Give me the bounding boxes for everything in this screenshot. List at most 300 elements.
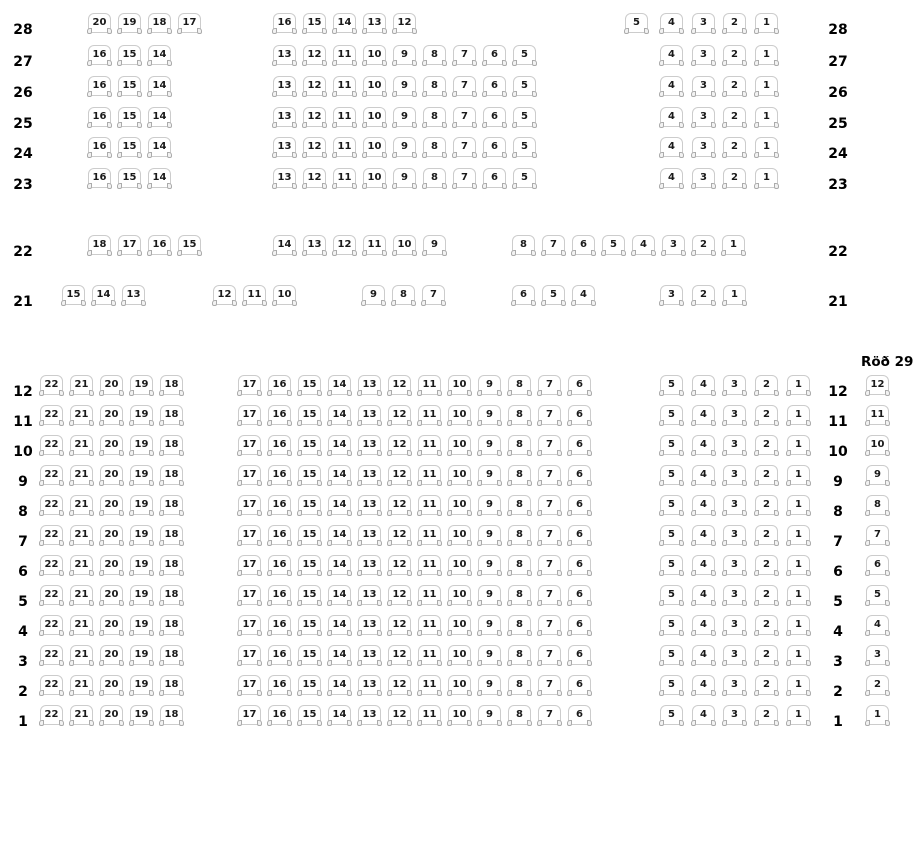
seat-r7-n17[interactable]: 17 — [238, 525, 261, 545]
seat-r2-n18[interactable]: 18 — [160, 675, 183, 695]
seat-r22-n1[interactable]: 1 — [722, 235, 745, 255]
seat-r25-n12[interactable]: 12 — [303, 107, 326, 127]
seat-r12-n2[interactable]: 2 — [755, 375, 778, 395]
seat-r5-n11[interactable]: 11 — [418, 585, 441, 605]
seat-r5-n3[interactable]: 3 — [723, 585, 746, 605]
seat-r7-n2[interactable]: 2 — [755, 525, 778, 545]
seat-r2-n12[interactable]: 12 — [388, 675, 411, 695]
seat-r27-n12[interactable]: 12 — [303, 45, 326, 65]
seat-r10-n5[interactable]: 5 — [660, 435, 683, 455]
seat-r23-n4[interactable]: 4 — [660, 168, 683, 188]
seat-r11-n16[interactable]: 16 — [268, 405, 291, 425]
seat-r12-n14[interactable]: 14 — [328, 375, 351, 395]
seat-r28-n12[interactable]: 12 — [393, 13, 416, 33]
seat-r11-n12[interactable]: 12 — [388, 405, 411, 425]
seat-r5-n1[interactable]: 1 — [787, 585, 810, 605]
seat-r22-n12[interactable]: 12 — [333, 235, 356, 255]
seat-r4-n3[interactable]: 3 — [723, 615, 746, 635]
seat-r6-n17[interactable]: 17 — [238, 555, 261, 575]
seat-r9-n6[interactable]: 6 — [568, 465, 591, 485]
seat-r5-n22[interactable]: 22 — [40, 585, 63, 605]
seat-r1-n15[interactable]: 15 — [298, 705, 321, 725]
seat-r8-n16[interactable]: 16 — [268, 495, 291, 515]
seat-r2-n13[interactable]: 13 — [358, 675, 381, 695]
seat-r6-n4[interactable]: 4 — [692, 555, 715, 575]
seat-r7-n7[interactable]: 7 — [538, 525, 561, 545]
seat-r1-n17[interactable]: 17 — [238, 705, 261, 725]
seat-r28-n20[interactable]: 20 — [88, 13, 111, 33]
seat-r7-n10[interactable]: 10 — [448, 525, 471, 545]
seat-r3-n8[interactable]: 8 — [508, 645, 531, 665]
seat-r24-n15[interactable]: 15 — [118, 137, 141, 157]
seat-r1-n6[interactable]: 6 — [568, 705, 591, 725]
seat-r4-n11[interactable]: 11 — [418, 615, 441, 635]
seat-r25-n2[interactable]: 2 — [723, 107, 746, 127]
seat-r23-n11[interactable]: 11 — [333, 168, 356, 188]
seat-r3-n12[interactable]: 12 — [388, 645, 411, 665]
seat-r4-n12[interactable]: 12 — [388, 615, 411, 635]
seat-r3-n19[interactable]: 19 — [130, 645, 153, 665]
seat-r1-n3[interactable]: 3 — [723, 705, 746, 725]
seat-r12-n6[interactable]: 6 — [568, 375, 591, 395]
seat-r29-n12[interactable]: 12 — [866, 375, 889, 395]
seat-r1-n21[interactable]: 21 — [70, 705, 93, 725]
seat-r24-n12[interactable]: 12 — [303, 137, 326, 157]
seat-r7-n3[interactable]: 3 — [723, 525, 746, 545]
seat-r22-n7[interactable]: 7 — [542, 235, 565, 255]
seat-r21-n11[interactable]: 11 — [243, 285, 266, 305]
seat-r26-n13[interactable]: 13 — [273, 76, 296, 96]
seat-r29-n11[interactable]: 11 — [866, 405, 889, 425]
seat-r23-n7[interactable]: 7 — [453, 168, 476, 188]
seat-r8-n22[interactable]: 22 — [40, 495, 63, 515]
seat-r22-n9[interactable]: 9 — [423, 235, 446, 255]
seat-r23-n10[interactable]: 10 — [363, 168, 386, 188]
seat-r22-n15[interactable]: 15 — [178, 235, 201, 255]
seat-r3-n14[interactable]: 14 — [328, 645, 351, 665]
seat-r25-n6[interactable]: 6 — [483, 107, 506, 127]
seat-r27-n6[interactable]: 6 — [483, 45, 506, 65]
seat-r3-n2[interactable]: 2 — [755, 645, 778, 665]
seat-r11-n8[interactable]: 8 — [508, 405, 531, 425]
seat-r10-n9[interactable]: 9 — [478, 435, 501, 455]
seat-r28-n15[interactable]: 15 — [303, 13, 326, 33]
seat-r2-n9[interactable]: 9 — [478, 675, 501, 695]
seat-r9-n22[interactable]: 22 — [40, 465, 63, 485]
seat-r11-n5[interactable]: 5 — [660, 405, 683, 425]
seat-r9-n1[interactable]: 1 — [787, 465, 810, 485]
seat-r10-n22[interactable]: 22 — [40, 435, 63, 455]
seat-r6-n9[interactable]: 9 — [478, 555, 501, 575]
seat-r11-n19[interactable]: 19 — [130, 405, 153, 425]
seat-r2-n20[interactable]: 20 — [100, 675, 123, 695]
seat-r22-n4[interactable]: 4 — [632, 235, 655, 255]
seat-r28-n2[interactable]: 2 — [723, 13, 746, 33]
seat-r3-n16[interactable]: 16 — [268, 645, 291, 665]
seat-r11-n21[interactable]: 21 — [70, 405, 93, 425]
seat-r1-n8[interactable]: 8 — [508, 705, 531, 725]
seat-r5-n15[interactable]: 15 — [298, 585, 321, 605]
seat-r29-n10[interactable]: 10 — [866, 435, 889, 455]
seat-r22-n10[interactable]: 10 — [393, 235, 416, 255]
seat-r1-n20[interactable]: 20 — [100, 705, 123, 725]
seat-r1-n13[interactable]: 13 — [358, 705, 381, 725]
seat-r24-n3[interactable]: 3 — [692, 137, 715, 157]
seat-r2-n7[interactable]: 7 — [538, 675, 561, 695]
seat-r24-n9[interactable]: 9 — [393, 137, 416, 157]
seat-r3-n17[interactable]: 17 — [238, 645, 261, 665]
seat-r1-n4[interactable]: 4 — [692, 705, 715, 725]
seat-r27-n16[interactable]: 16 — [88, 45, 111, 65]
seat-r6-n22[interactable]: 22 — [40, 555, 63, 575]
seat-r4-n18[interactable]: 18 — [160, 615, 183, 635]
seat-r7-n8[interactable]: 8 — [508, 525, 531, 545]
seat-r26-n12[interactable]: 12 — [303, 76, 326, 96]
seat-r11-n11[interactable]: 11 — [418, 405, 441, 425]
seat-r8-n20[interactable]: 20 — [100, 495, 123, 515]
seat-r1-n2[interactable]: 2 — [755, 705, 778, 725]
seat-r5-n12[interactable]: 12 — [388, 585, 411, 605]
seat-r10-n1[interactable]: 1 — [787, 435, 810, 455]
seat-r5-n9[interactable]: 9 — [478, 585, 501, 605]
seat-r27-n4[interactable]: 4 — [660, 45, 683, 65]
seat-r11-n15[interactable]: 15 — [298, 405, 321, 425]
seat-r10-n12[interactable]: 12 — [388, 435, 411, 455]
seat-r7-n22[interactable]: 22 — [40, 525, 63, 545]
seat-r10-n11[interactable]: 11 — [418, 435, 441, 455]
seat-r23-n2[interactable]: 2 — [723, 168, 746, 188]
seat-r29-n8[interactable]: 8 — [866, 495, 889, 515]
seat-r1-n5[interactable]: 5 — [660, 705, 683, 725]
seat-r8-n11[interactable]: 11 — [418, 495, 441, 515]
seat-r11-n13[interactable]: 13 — [358, 405, 381, 425]
seat-r12-n17[interactable]: 17 — [238, 375, 261, 395]
seat-r8-n7[interactable]: 7 — [538, 495, 561, 515]
seat-r27-n10[interactable]: 10 — [363, 45, 386, 65]
seat-r4-n17[interactable]: 17 — [238, 615, 261, 635]
seat-r27-n2[interactable]: 2 — [723, 45, 746, 65]
seat-r7-n1[interactable]: 1 — [787, 525, 810, 545]
seat-r3-n22[interactable]: 22 — [40, 645, 63, 665]
seat-r12-n1[interactable]: 1 — [787, 375, 810, 395]
seat-r4-n1[interactable]: 1 — [787, 615, 810, 635]
seat-r27-n11[interactable]: 11 — [333, 45, 356, 65]
seat-r2-n3[interactable]: 3 — [723, 675, 746, 695]
seat-r21-n14[interactable]: 14 — [92, 285, 115, 305]
seat-r12-n16[interactable]: 16 — [268, 375, 291, 395]
seat-r10-n19[interactable]: 19 — [130, 435, 153, 455]
seat-r11-n2[interactable]: 2 — [755, 405, 778, 425]
seat-r8-n18[interactable]: 18 — [160, 495, 183, 515]
seat-r9-n12[interactable]: 12 — [388, 465, 411, 485]
seat-r25-n16[interactable]: 16 — [88, 107, 111, 127]
seat-r25-n4[interactable]: 4 — [660, 107, 683, 127]
seat-r25-n1[interactable]: 1 — [755, 107, 778, 127]
seat-r1-n18[interactable]: 18 — [160, 705, 183, 725]
seat-r28-n19[interactable]: 19 — [118, 13, 141, 33]
seat-r22-n18[interactable]: 18 — [88, 235, 111, 255]
seat-r26-n9[interactable]: 9 — [393, 76, 416, 96]
seat-r2-n10[interactable]: 10 — [448, 675, 471, 695]
seat-r10-n14[interactable]: 14 — [328, 435, 351, 455]
seat-r5-n20[interactable]: 20 — [100, 585, 123, 605]
seat-r9-n9[interactable]: 9 — [478, 465, 501, 485]
seat-r10-n20[interactable]: 20 — [100, 435, 123, 455]
seat-r27-n7[interactable]: 7 — [453, 45, 476, 65]
seat-r2-n4[interactable]: 4 — [692, 675, 715, 695]
seat-r3-n13[interactable]: 13 — [358, 645, 381, 665]
seat-r2-n22[interactable]: 22 — [40, 675, 63, 695]
seat-r5-n13[interactable]: 13 — [358, 585, 381, 605]
seat-r2-n14[interactable]: 14 — [328, 675, 351, 695]
seat-r5-n14[interactable]: 14 — [328, 585, 351, 605]
seat-r10-n18[interactable]: 18 — [160, 435, 183, 455]
seat-r25-n3[interactable]: 3 — [692, 107, 715, 127]
seat-r26-n8[interactable]: 8 — [423, 76, 446, 96]
seat-r5-n6[interactable]: 6 — [568, 585, 591, 605]
seat-r26-n3[interactable]: 3 — [692, 76, 715, 96]
seat-r29-n3[interactable]: 3 — [866, 645, 889, 665]
seat-r4-n10[interactable]: 10 — [448, 615, 471, 635]
seat-r26-n7[interactable]: 7 — [453, 76, 476, 96]
seat-r25-n14[interactable]: 14 — [148, 107, 171, 127]
seat-r7-n12[interactable]: 12 — [388, 525, 411, 545]
seat-r22-n8[interactable]: 8 — [512, 235, 535, 255]
seat-r8-n6[interactable]: 6 — [568, 495, 591, 515]
seat-r25-n13[interactable]: 13 — [273, 107, 296, 127]
seat-r23-n5[interactable]: 5 — [513, 168, 536, 188]
seat-r26-n14[interactable]: 14 — [148, 76, 171, 96]
seat-r29-n6[interactable]: 6 — [866, 555, 889, 575]
seat-r21-n2[interactable]: 2 — [692, 285, 715, 305]
seat-r8-n3[interactable]: 3 — [723, 495, 746, 515]
seat-r11-n3[interactable]: 3 — [723, 405, 746, 425]
seat-r28-n17[interactable]: 17 — [178, 13, 201, 33]
seat-r3-n21[interactable]: 21 — [70, 645, 93, 665]
seat-r10-n16[interactable]: 16 — [268, 435, 291, 455]
seat-r29-n5[interactable]: 5 — [866, 585, 889, 605]
seat-r24-n1[interactable]: 1 — [755, 137, 778, 157]
seat-r27-n1[interactable]: 1 — [755, 45, 778, 65]
seat-r23-n13[interactable]: 13 — [273, 168, 296, 188]
seat-r24-n4[interactable]: 4 — [660, 137, 683, 157]
seat-r26-n15[interactable]: 15 — [118, 76, 141, 96]
seat-r6-n5[interactable]: 5 — [660, 555, 683, 575]
seat-r27-n3[interactable]: 3 — [692, 45, 715, 65]
seat-r2-n16[interactable]: 16 — [268, 675, 291, 695]
seat-r24-n13[interactable]: 13 — [273, 137, 296, 157]
seat-r9-n10[interactable]: 10 — [448, 465, 471, 485]
seat-r9-n3[interactable]: 3 — [723, 465, 746, 485]
seat-r25-n8[interactable]: 8 — [423, 107, 446, 127]
seat-r23-n1[interactable]: 1 — [755, 168, 778, 188]
seat-r4-n8[interactable]: 8 — [508, 615, 531, 635]
seat-r12-n5[interactable]: 5 — [660, 375, 683, 395]
seat-r3-n11[interactable]: 11 — [418, 645, 441, 665]
seat-r4-n19[interactable]: 19 — [130, 615, 153, 635]
seat-r3-n7[interactable]: 7 — [538, 645, 561, 665]
seat-r8-n8[interactable]: 8 — [508, 495, 531, 515]
seat-r27-n9[interactable]: 9 — [393, 45, 416, 65]
seat-r7-n11[interactable]: 11 — [418, 525, 441, 545]
seat-r11-n20[interactable]: 20 — [100, 405, 123, 425]
seat-r5-n17[interactable]: 17 — [238, 585, 261, 605]
seat-r12-n19[interactable]: 19 — [130, 375, 153, 395]
seat-r7-n18[interactable]: 18 — [160, 525, 183, 545]
seat-r12-n4[interactable]: 4 — [692, 375, 715, 395]
seat-r4-n9[interactable]: 9 — [478, 615, 501, 635]
seat-r21-n12[interactable]: 12 — [213, 285, 236, 305]
seat-r28-n14[interactable]: 14 — [333, 13, 356, 33]
seat-r9-n8[interactable]: 8 — [508, 465, 531, 485]
seat-r23-n3[interactable]: 3 — [692, 168, 715, 188]
seat-r25-n7[interactable]: 7 — [453, 107, 476, 127]
seat-r21-n15[interactable]: 15 — [62, 285, 85, 305]
seat-r22-n16[interactable]: 16 — [148, 235, 171, 255]
seat-r2-n8[interactable]: 8 — [508, 675, 531, 695]
seat-r7-n4[interactable]: 4 — [692, 525, 715, 545]
seat-r3-n6[interactable]: 6 — [568, 645, 591, 665]
seat-r26-n1[interactable]: 1 — [755, 76, 778, 96]
seat-r8-n14[interactable]: 14 — [328, 495, 351, 515]
seat-r4-n5[interactable]: 5 — [660, 615, 683, 635]
seat-r1-n14[interactable]: 14 — [328, 705, 351, 725]
seat-r1-n7[interactable]: 7 — [538, 705, 561, 725]
seat-r9-n18[interactable]: 18 — [160, 465, 183, 485]
seat-r10-n4[interactable]: 4 — [692, 435, 715, 455]
seat-r22-n6[interactable]: 6 — [572, 235, 595, 255]
seat-r29-n7[interactable]: 7 — [866, 525, 889, 545]
seat-r21-n3[interactable]: 3 — [660, 285, 683, 305]
seat-r28-n16[interactable]: 16 — [273, 13, 296, 33]
seat-r9-n5[interactable]: 5 — [660, 465, 683, 485]
seat-r28-n13[interactable]: 13 — [363, 13, 386, 33]
seat-r28-n18[interactable]: 18 — [148, 13, 171, 33]
seat-r6-n7[interactable]: 7 — [538, 555, 561, 575]
seat-r10-n8[interactable]: 8 — [508, 435, 531, 455]
seat-r12-n3[interactable]: 3 — [723, 375, 746, 395]
seat-r7-n13[interactable]: 13 — [358, 525, 381, 545]
seat-r24-n5[interactable]: 5 — [513, 137, 536, 157]
seat-r12-n12[interactable]: 12 — [388, 375, 411, 395]
seat-r5-n7[interactable]: 7 — [538, 585, 561, 605]
seat-r10-n10[interactable]: 10 — [448, 435, 471, 455]
seat-r27-n15[interactable]: 15 — [118, 45, 141, 65]
seat-r12-n18[interactable]: 18 — [160, 375, 183, 395]
seat-r9-n13[interactable]: 13 — [358, 465, 381, 485]
seat-r3-n1[interactable]: 1 — [787, 645, 810, 665]
seat-r12-n11[interactable]: 11 — [418, 375, 441, 395]
seat-r8-n9[interactable]: 9 — [478, 495, 501, 515]
seat-r6-n2[interactable]: 2 — [755, 555, 778, 575]
seat-r2-n21[interactable]: 21 — [70, 675, 93, 695]
seat-r9-n7[interactable]: 7 — [538, 465, 561, 485]
seat-r26-n16[interactable]: 16 — [88, 76, 111, 96]
seat-r1-n11[interactable]: 11 — [418, 705, 441, 725]
seat-r5-n18[interactable]: 18 — [160, 585, 183, 605]
seat-r1-n9[interactable]: 9 — [478, 705, 501, 725]
seat-r2-n15[interactable]: 15 — [298, 675, 321, 695]
seat-r8-n2[interactable]: 2 — [755, 495, 778, 515]
seat-r11-n18[interactable]: 18 — [160, 405, 183, 425]
seat-r4-n4[interactable]: 4 — [692, 615, 715, 635]
seat-r7-n16[interactable]: 16 — [268, 525, 291, 545]
seat-r1-n10[interactable]: 10 — [448, 705, 471, 725]
seat-r26-n6[interactable]: 6 — [483, 76, 506, 96]
seat-r24-n2[interactable]: 2 — [723, 137, 746, 157]
seat-r24-n16[interactable]: 16 — [88, 137, 111, 157]
seat-r6-n15[interactable]: 15 — [298, 555, 321, 575]
seat-r9-n19[interactable]: 19 — [130, 465, 153, 485]
seat-r9-n17[interactable]: 17 — [238, 465, 261, 485]
seat-r3-n4[interactable]: 4 — [692, 645, 715, 665]
seat-r12-n22[interactable]: 22 — [40, 375, 63, 395]
seat-r22-n5[interactable]: 5 — [602, 235, 625, 255]
seat-r8-n19[interactable]: 19 — [130, 495, 153, 515]
seat-r8-n15[interactable]: 15 — [298, 495, 321, 515]
seat-r10-n21[interactable]: 21 — [70, 435, 93, 455]
seat-r9-n21[interactable]: 21 — [70, 465, 93, 485]
seat-r5-n21[interactable]: 21 — [70, 585, 93, 605]
seat-r5-n16[interactable]: 16 — [268, 585, 291, 605]
seat-r29-n4[interactable]: 4 — [866, 615, 889, 635]
seat-r26-n11[interactable]: 11 — [333, 76, 356, 96]
seat-r2-n11[interactable]: 11 — [418, 675, 441, 695]
seat-r2-n5[interactable]: 5 — [660, 675, 683, 695]
seat-r29-n9[interactable]: 9 — [866, 465, 889, 485]
seat-r4-n22[interactable]: 22 — [40, 615, 63, 635]
seat-r6-n13[interactable]: 13 — [358, 555, 381, 575]
seat-r4-n20[interactable]: 20 — [100, 615, 123, 635]
seat-r5-n2[interactable]: 2 — [755, 585, 778, 605]
seat-r22-n17[interactable]: 17 — [118, 235, 141, 255]
seat-r12-n13[interactable]: 13 — [358, 375, 381, 395]
seat-r6-n8[interactable]: 8 — [508, 555, 531, 575]
seat-r12-n15[interactable]: 15 — [298, 375, 321, 395]
seat-r23-n8[interactable]: 8 — [423, 168, 446, 188]
seat-r25-n11[interactable]: 11 — [333, 107, 356, 127]
seat-r26-n2[interactable]: 2 — [723, 76, 746, 96]
seat-r5-n4[interactable]: 4 — [692, 585, 715, 605]
seat-r2-n6[interactable]: 6 — [568, 675, 591, 695]
seat-r24-n7[interactable]: 7 — [453, 137, 476, 157]
seat-r7-n20[interactable]: 20 — [100, 525, 123, 545]
seat-r8-n17[interactable]: 17 — [238, 495, 261, 515]
seat-r21-n10[interactable]: 10 — [273, 285, 296, 305]
seat-r27-n8[interactable]: 8 — [423, 45, 446, 65]
seat-r3-n3[interactable]: 3 — [723, 645, 746, 665]
seat-r7-n6[interactable]: 6 — [568, 525, 591, 545]
seat-r29-n1[interactable]: 1 — [866, 705, 889, 725]
seat-r5-n8[interactable]: 8 — [508, 585, 531, 605]
seat-r11-n7[interactable]: 7 — [538, 405, 561, 425]
seat-r12-n10[interactable]: 10 — [448, 375, 471, 395]
seat-r5-n5[interactable]: 5 — [660, 585, 683, 605]
seat-r25-n9[interactable]: 9 — [393, 107, 416, 127]
seat-r3-n18[interactable]: 18 — [160, 645, 183, 665]
seat-r26-n10[interactable]: 10 — [363, 76, 386, 96]
seat-r27-n14[interactable]: 14 — [148, 45, 171, 65]
seat-r6-n6[interactable]: 6 — [568, 555, 591, 575]
seat-r22-n13[interactable]: 13 — [303, 235, 326, 255]
seat-r10-n2[interactable]: 2 — [755, 435, 778, 455]
seat-r9-n11[interactable]: 11 — [418, 465, 441, 485]
seat-r21-n7[interactable]: 7 — [422, 285, 445, 305]
seat-r8-n21[interactable]: 21 — [70, 495, 93, 515]
seat-r6-n10[interactable]: 10 — [448, 555, 471, 575]
seat-r22-n2[interactable]: 2 — [692, 235, 715, 255]
seat-r11-n14[interactable]: 14 — [328, 405, 351, 425]
